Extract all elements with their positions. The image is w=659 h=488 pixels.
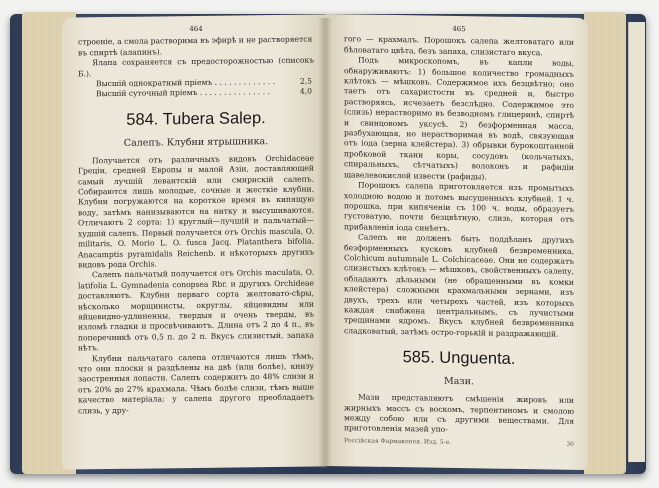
section-subheading: Салепъ. Клубни ятрышника. (123, 135, 269, 149)
dose-daily-value: 4,0 (299, 86, 312, 97)
text-line: строеніе, а смола растворима въ эфирѣ и не растворяется (78, 34, 313, 47)
text-line: въ спиртѣ (алапинъ). (78, 47, 163, 58)
dose-single-value: 2,5 (299, 76, 312, 86)
paragraph: Салепъ пальчатый получается отъ Orchis maculata, O. latifolia L. Gymnadenia conopsea Rbr. и другихъ Orchideae доставляютъ. Клубни перваго сорта желтовато-сѣры, нѣсколько морщинисты, округлы, яйцевидны или яйцевидно-удлиненны, твердыя и очень тверды, въ изломѣ гладки и просвѣчиваютъ. Длина отъ 2 до 4 п., въ поперечникѣ отъ 0,5 п. до 2 п. Вкусъ слизистый, запаха нѣтъ. (78, 267, 314, 353)
right-page (326, 14, 588, 470)
caution-line: Ялапа сохраняется съ предосторожностью (списокъ Б.). (78, 55, 314, 79)
left-page (62, 14, 326, 469)
section-heading: 584. Tubera Salep. (126, 108, 266, 129)
right-page-edges (584, 12, 626, 474)
paragraph: гого — крахмалъ. Порошокъ салепа желтоватаго или бѣловатаго цвѣта, безъ запаха, слизистаго вкуса. (344, 34, 574, 58)
dose-single-label: Высшій однократный пріемъ . . . . . . . . . . . . . (96, 77, 275, 89)
paragraph: Клубни пальчатаго салепа отличаются лишь тѣмъ, что они плоски и раздѣлены на двѣ (или болѣе), книзу заостренныя лопасти. Салепъ содержитъ до 48% слизи и отъ 20% до 27% крахмала. Чѣмъ болѣе слизи, тѣмъ выше качество матеріала; у салепа другого преобладаетъ слизь, у дру- (78, 351, 314, 416)
paragraph: Салепъ не долженъ быть поддѣланъ другихъ безформенныхъ кусковъ клубней безвременника, Colchicum autumnale L. Colchicaceae. Они не содержатъ слизистыхъ клѣтокъ — мѣшковъ, свойственныхъ салепу, обладаютъ дѣльными (не обращенными въ комки клейстера) сложными крахмальными зернами, изъ двухъ, трехъ или четырехъ частей, изъ которыхъ каждая снабжена центральнымъ, съ лучистыми трещинами ядромъ. Вкусъ клубней безвременника сладковатый, затѣмъ остро-горькій и раздражающій. (344, 232, 574, 339)
section-subheading: Мази. (444, 375, 474, 388)
page-footer (344, 436, 574, 450)
right-page-number: 465 (452, 24, 466, 34)
left-page-number: 464 (189, 24, 203, 34)
dose-daily-row (78, 87, 314, 100)
paragraph: Подъ микроскопомъ, въ капли воды, обнаруживаютъ: 1) большое количество громадныхъ клѣтокъ — мѣшковъ. Содержимое ихъ безцвѣтно; оно таетъ отъ сахаристости въ средней и, быстро растворяясь, исчезаетъ безслѣдно. Содержимое это (слизь) нерастворимо въ безводномъ глицеринѣ, спиртѣ и свинцовомъ уксусѣ. 2) безформенная масса, разбухающая, но нерастворимая въ водѣ, связующая отъ іода (зерна клейстера). 3) обрывки бурокоштанной пробковой ткани коры, сосудовъ (кольчатыхъ, спиральныхъ, сѣтчатыхъ) волоконъ и рафидіи щавелевокислой извести (рафиды). (344, 55, 574, 182)
paragraph: Порошокъ салепа приготовляется изъ промытыхъ холодною водою и потомъ высушенныхъ клубней. 1 ч. порошка, при кипяченіи съ 100 ч. воды, образуетъ густоватую, почти безцвѣтную, слизь, которая отъ прибавленія іода синѣетъ. (344, 180, 574, 233)
footer-sheet-number: 30 (566, 440, 574, 448)
footer-signature: Россійская Фармакопея. Изд. 5-е. (344, 437, 452, 446)
paragraph: Получается отъ различныхъ видовъ Orchidaceae Греціи, средней Европы и малой Азіи, доставляющей самый лучшій левантскій или смирнскій салепъ. Собираются лишь молодые, сочные и жесткіе клубни. Клубни погружаются на короткое время въ кипящую воду, затѣмъ нанизываются на нитку и высушиваются. Отличаютъ 2 сорта: 1) круглый—лучшій и пальчатый—худшій салепъ. Первый получается отъ Orchis mascula, O. militaris, O. Morio L. O. fusca Jacq. Platanthera bifolia. Anacamptis pyramidalis Reichenb. и нѣкоторыхъ другихъ видовъ рода Orchis. (78, 153, 314, 270)
cover-edge (628, 22, 645, 462)
book-gutter (318, 18, 332, 468)
open-book (22, 12, 626, 474)
section-heading: 585. Unguenta. (402, 348, 516, 369)
dose-daily-label: Высшій суточный пріемъ . . . . . . . . . . . . . . . (96, 87, 270, 99)
paragraph: Мази представляютъ смѣшенія жировъ или жирныхъ массъ съ воскомъ, терпентиномъ и смолою между собою или съ другими веществами. Для приготовленія мазей упо- (344, 392, 574, 435)
